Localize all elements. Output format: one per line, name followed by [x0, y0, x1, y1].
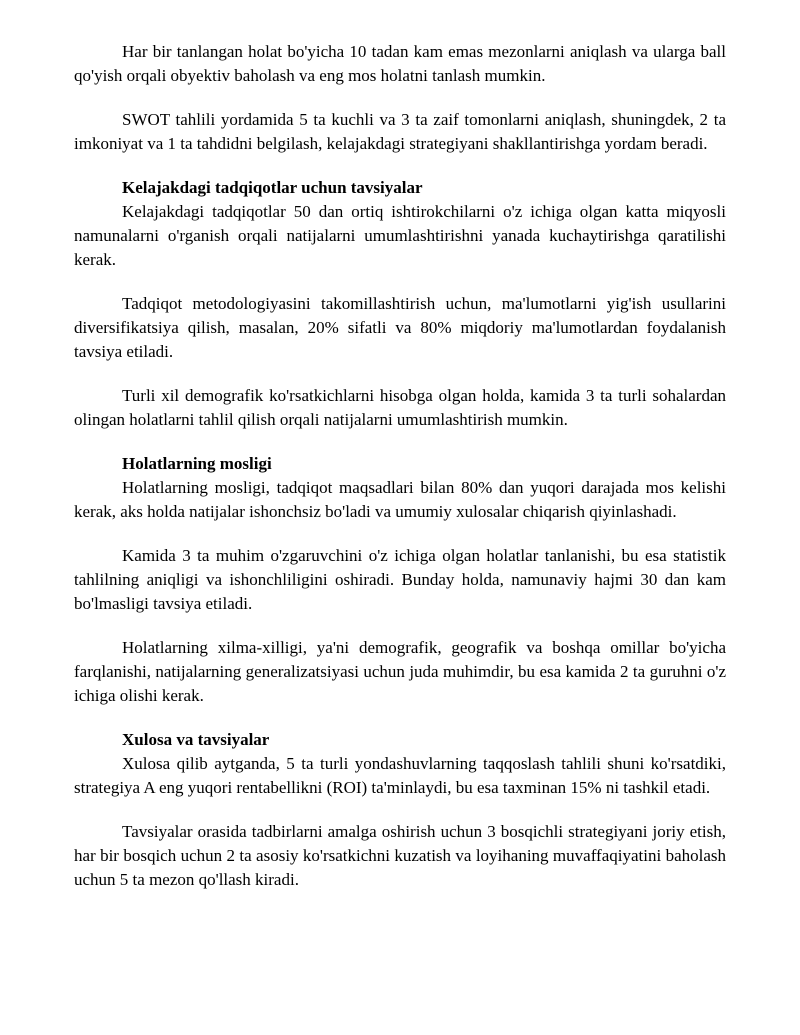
paragraph-case-diversity: Holatlarning xilma-xilligi, ya'ni demografik, geografik va boshqa omillar bo'yicha farqlanishi, natijalarning generalizatsiyasi uchun juda muhimdir, bu esa kamida 2 ta guruhni o'z ichiga olishi kerak. [74, 638, 726, 705]
paragraph-recommendations: Tavsiyalar orasida tadbirlarni amalga oshirish uchun 3 bosqichli strategiyani joriy etish, har bir bosqich uchun 2 ta asosiy ko'rsatkichni kuzatish va loyihaning muvaffaqiyatini baholash uchun 5 ta mezon qo'llash kiradi. [74, 822, 726, 889]
document-page [74, 40, 726, 912]
paragraph-criteria-scoring: Har bir tanlangan holat bo'yicha 10 tadan kam emas mezonlarni aniqlash va ularga ball qo'yish orqali obyektiv baholash va eng mos holatni tanlash mumkin. [74, 42, 726, 85]
paragraph-swot-analysis: SWOT tahlili yordamida 5 ta kuchli va 3 ta zaif tomonlarni aniqlash, shuningdek, 2 ta imkoniyat va 1 ta tahdidni belgilash, kelajakdagi strategiyani shakllantirishga yordam beradi. [74, 110, 726, 153]
paragraph-large-samples: Kelajakdagi tadqiqotlar 50 dan ortiq ishtirokchilarni o'z ichiga olgan katta miqyosli namunalarni o'rganish orqali natijalarni umumlashtirishni yanada kuchaytirishga qaratilishi kerak. [74, 202, 726, 269]
paragraph-conclusion: Xulosa qilib aytganda, 5 ta turli yondashuvlarning taqqoslash tahlili shuni ko'rsatdiki, strategiya A eng yuqori rentabellikni (ROI) ta'minlaydi, bu esa taxminan 15% ni tashkil etadi. [74, 754, 726, 797]
heading-conclusion: Xulosa va tavsiyalar [122, 730, 270, 749]
heading-case-fit: Holatlarning mosligi [122, 454, 272, 473]
paragraph-demographics: Turli xil demografik ko'rsatkichlarni hisobga olgan holda, kamida 3 ta turli sohalardan olingan holatlarni tahlil qilish orqali natijalarni umumlashtirish mumkin. [74, 386, 726, 429]
heading-future-research: Kelajakdagi tadqiqotlar uchun tavsiyalar [122, 178, 423, 197]
paragraph-case-fit: Holatlarning mosligi, tadqiqot maqsadlari bilan 80% dan yuqori darajada mos kelishi kerak, aks holda natijalar ishonchsiz bo'ladi va umumiy xulosalar chiqarish qiyinlashadi. [74, 478, 726, 521]
paragraph-methodology: Tadqiqot metodologiyasini takomillashtirish uchun, ma'lumotlarni yig'ish usullarini diversifikatsiya qilish, masalan, 20% sifatli va 80% miqdoriy ma'lumotlardan foydalanish tavsiya etiladi. [74, 294, 726, 361]
paragraph-key-variables: Kamida 3 ta muhim o'zgaruvchini o'z ichiga olgan holatlar tanlanishi, bu esa statistik tahlilning aniqligi va ishonchliligini oshiradi. Bunday holda, namunaviy hajmi 30 dan kam bo'lmasligi tavsiya etiladi. [74, 546, 726, 613]
